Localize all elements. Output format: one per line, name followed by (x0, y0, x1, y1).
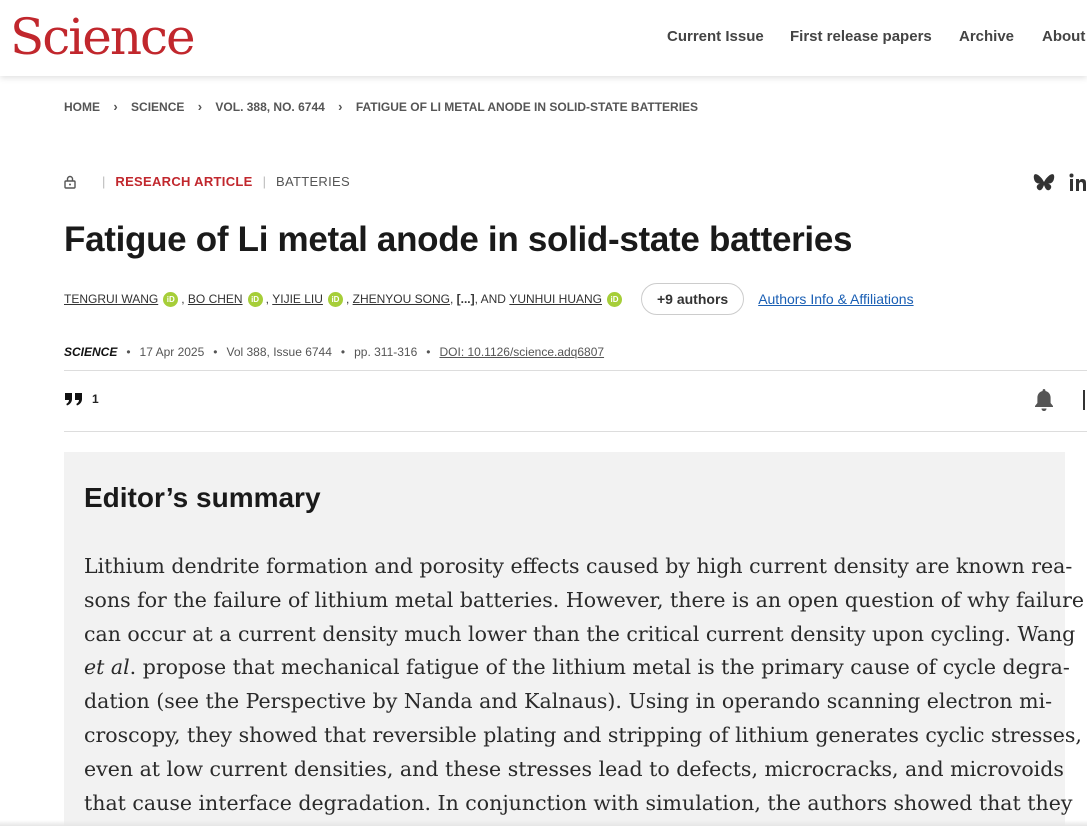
author-separator: , (449, 292, 457, 306)
chevron-right-icon: › (338, 99, 343, 114)
article-type-line (64, 174, 350, 189)
doi-link[interactable]: DOI: 10.1126/science.adq6807 (439, 345, 605, 359)
page-range: pp. 311-316 (354, 345, 418, 359)
author-link[interactable]: BO CHEN (187, 292, 243, 306)
summary-text (84, 550, 1085, 820)
journal-name[interactable]: SCIENCE (64, 345, 118, 359)
lock-icon (64, 175, 76, 189)
orcid-icon[interactable]: iD (328, 292, 343, 307)
summary-line: even at low current densities, and these stresses lead to defects, microcracks, and microvoids (84, 756, 1064, 781)
bell-icon[interactable] (1032, 387, 1056, 413)
author-separator: , (265, 292, 273, 306)
summary-line: croscopy, they showed that reversible plating and stripping of lithium generates cyclic stresses, (84, 722, 1082, 747)
summary-heading: Editor’s summary (84, 482, 321, 513)
author-separator: , (181, 292, 188, 306)
nav-archive[interactable]: Archive (959, 28, 1015, 45)
breadcrumb-current: FATIGUE OF LI METAL ANODE IN SOLID-STATE BATTERIES (355, 100, 699, 114)
nav-first-release[interactable]: First release papers (790, 28, 932, 45)
author-link[interactable]: YUNHUI HUANG (509, 292, 602, 306)
site-header (0, 0, 1087, 76)
breadcrumb-home[interactable]: HOME (64, 100, 100, 114)
dot-separator: • (213, 345, 218, 359)
author-ellipsis[interactable]: [...] (456, 292, 475, 306)
author-link[interactable]: TENGRUI WANG (64, 292, 159, 306)
author-list (64, 284, 914, 314)
article-subject[interactable]: BATTERIES (276, 174, 350, 189)
citation-number: 1 (92, 392, 99, 406)
orcid-icon[interactable]: iD (248, 292, 263, 307)
article-type[interactable]: RESEARCH ARTICLE (115, 174, 253, 189)
more-authors-button[interactable]: +9 authors (641, 283, 744, 315)
chevron-right-icon: › (113, 99, 118, 114)
author-and: , AND (474, 292, 506, 306)
divider: | (262, 174, 266, 189)
summary-line: . propose that mechanical fatigue of the lithium metal is the primary cause of cycle degra- (129, 655, 1070, 680)
summary-line-etal (84, 651, 1070, 685)
summary-line: Lithium dendrite formation and porosity effects caused by high current density are known rea- (84, 554, 1073, 578)
linkedin-icon[interactable] (1069, 173, 1087, 193)
scroll-fade (0, 820, 1087, 826)
breadcrumb (64, 99, 698, 114)
dot-separator: • (126, 345, 131, 359)
quote-icon (64, 392, 84, 406)
bookmark-icon[interactable] (1083, 390, 1087, 410)
main-nav (0, 28, 1087, 48)
bluesky-icon[interactable] (1033, 173, 1055, 193)
breadcrumb-volume[interactable]: VOL. 388, NO. 6744 (215, 100, 325, 114)
summary-line: that cause interface degradation. In conjunction with simulation, the authors showed that they (84, 790, 1073, 815)
volume-issue[interactable]: Vol 388, Issue 6744 (226, 345, 332, 359)
summary-line: sons for the failure of lithium metal batteries. However, there is an open question of why failure (84, 587, 1085, 612)
author-link[interactable]: YIJIE LIU (272, 292, 323, 306)
chevron-right-icon: › (197, 99, 203, 114)
editors-summary (64, 452, 1085, 826)
science-logo[interactable]: Science (10, 8, 194, 66)
author-link[interactable]: ZHENYOU SONG (352, 292, 450, 306)
author-separator: , (345, 292, 353, 306)
summary-line: dation (see the Perspective by Nanda and Kalnaus). Using in operando scanning electron mi- (84, 689, 1053, 714)
authors-affiliations-link[interactable]: Authors Info & Affiliations (758, 291, 914, 307)
divider-line (64, 370, 1087, 371)
publication-info (64, 345, 604, 359)
dot-separator: • (426, 345, 431, 359)
orcid-icon[interactable]: iD (163, 292, 178, 307)
etal-text: et al (84, 655, 130, 680)
divider-line (64, 431, 1087, 432)
breadcrumb-science[interactable]: SCIENCE (131, 100, 185, 114)
citation-count[interactable] (64, 392, 99, 406)
orcid-icon[interactable]: iD (607, 292, 622, 307)
article-title: Fatigue of Li metal anode in solid-state batteries (64, 220, 853, 259)
divider: | (102, 174, 106, 189)
summary-line: can occur at a current density much lower than the critical current density upon cycling. Wang (84, 621, 1076, 646)
publish-date: 17 Apr 2025 (139, 345, 205, 359)
dot-separator: • (340, 345, 346, 359)
share-bar (1033, 173, 1087, 193)
nav-current-issue[interactable]: Current Issue (667, 28, 764, 45)
nav-about[interactable]: About (1042, 28, 1086, 45)
